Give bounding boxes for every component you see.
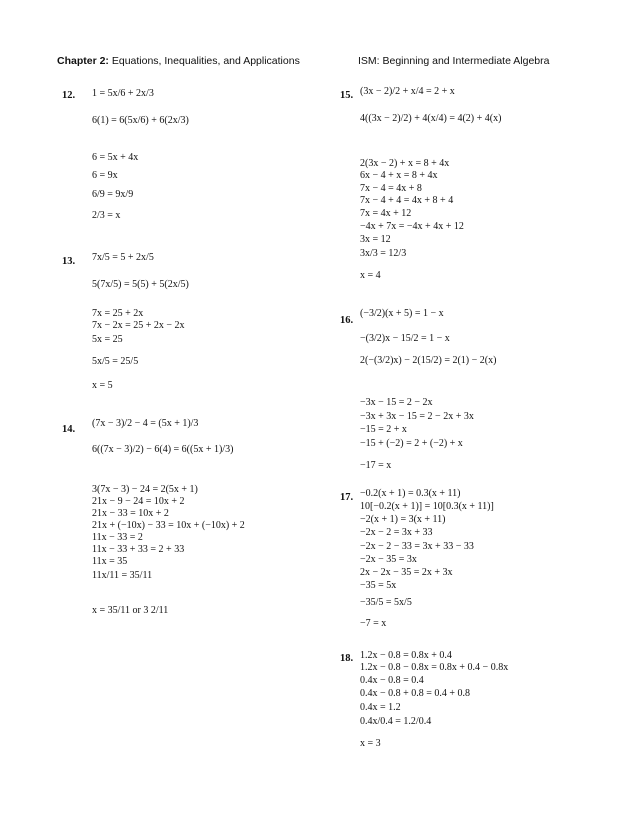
equation-step: x = 5 bbox=[92, 380, 113, 391]
problem-number: 12. bbox=[62, 90, 76, 101]
equation-step: 2/3 = x bbox=[92, 210, 121, 221]
equation-step: −7 = x bbox=[360, 618, 387, 629]
problem-number: 18. bbox=[340, 653, 354, 664]
equation-step: 3x = 12 bbox=[360, 234, 391, 245]
equation-step: 7x − 4 + 4 = 4x + 8 + 4 bbox=[360, 195, 454, 206]
equation-step: 1 = 5x/6 + 2x/3 bbox=[92, 88, 154, 99]
equation-step: x = 3 bbox=[360, 738, 381, 749]
equation-step: 11x − 33 + 33 = 2 + 33 bbox=[92, 544, 185, 555]
equation-step: 11x = 35 bbox=[92, 556, 128, 567]
equation-step: 11x/11 = 35/11 bbox=[92, 570, 153, 581]
equation-step: 0.4x = 1.2 bbox=[360, 702, 401, 713]
equation-step: −0.2(x + 1) = 0.3(x + 11) bbox=[360, 488, 461, 499]
equation-step: −15 + (−2) = 2 + (−2) + x bbox=[360, 438, 463, 449]
equation-step: −2x − 35 = 3x bbox=[360, 554, 417, 565]
equation-step: −2x − 2 = 3x + 33 bbox=[360, 527, 433, 538]
equation-step: 7x − 4 = 4x + 8 bbox=[360, 183, 422, 194]
equation-step: 0.4x − 0.8 + 0.8 = 0.4 + 0.8 bbox=[360, 688, 471, 699]
equation-step: x = 35/11 or 3 2/11 bbox=[92, 605, 169, 616]
equation-step: 6(1) = 6(5x/6) + 6(2x/3) bbox=[92, 115, 189, 126]
equation-step: 5x = 25 bbox=[92, 334, 123, 345]
problem-number: 13. bbox=[62, 256, 76, 267]
equation-step: 2(−(3/2)x) − 2(15/2) = 2(1) − 2(x) bbox=[360, 355, 497, 366]
equation-step: 3(7x − 3) − 24 = 2(5x + 1) bbox=[92, 484, 198, 495]
equation-step: 21x + (−10x) − 33 = 10x + (−10x) + 2 bbox=[92, 520, 245, 531]
equation-step: 1.2x − 0.8 − 0.8x = 0.8x + 0.4 − 0.8x bbox=[360, 662, 509, 673]
equation-step: −4x + 7x = −4x + 4x + 12 bbox=[360, 221, 464, 232]
equation-step: 5x/5 = 25/5 bbox=[92, 356, 139, 367]
equation-step: 6x − 4 + x = 8 + 4x bbox=[360, 170, 438, 181]
equation-step: 11x − 33 = 2 bbox=[92, 532, 143, 543]
equation-step: 6((7x − 3)/2) − 6(4) = 6((5x + 1)/3) bbox=[92, 444, 234, 455]
equation-step: 2(3x − 2) + x = 8 + 4x bbox=[360, 158, 450, 169]
equation-step: 1.2x − 0.8 = 0.8x + 0.4 bbox=[360, 650, 452, 661]
equation-step: 21x − 33 = 10x + 2 bbox=[92, 508, 169, 519]
equation-step: 6 = 5x + 4x bbox=[92, 152, 139, 163]
equation-step: −(3/2)x − 15/2 = 1 − x bbox=[360, 333, 450, 344]
equation-step: 10[−0.2(x + 1)] = 10[0.3(x + 11)] bbox=[360, 501, 494, 512]
equation-step: 0.4x − 0.8 = 0.4 bbox=[360, 675, 424, 686]
equation-step: 0.4x/0.4 = 1.2/0.4 bbox=[360, 716, 432, 727]
equation-step: x = 4 bbox=[360, 270, 381, 281]
equation-step: −2x − 2 − 33 = 3x + 33 − 33 bbox=[360, 541, 474, 552]
equation-step: 3x/3 = 12/3 bbox=[360, 248, 407, 259]
equation-step: 7x/5 = 5 + 2x/5 bbox=[92, 252, 154, 263]
equation-step: (3x − 2)/2 + x/4 = 2 + x bbox=[360, 86, 455, 97]
equation-step: 5(7x/5) = 5(5) + 5(2x/5) bbox=[92, 279, 189, 290]
header-chapter-title: Chapter 2: Equations, Inequalities, and Applications bbox=[57, 55, 300, 67]
equation-step: 7x = 4x + 12 bbox=[360, 208, 412, 219]
equation-step: 4((3x − 2)/2) + 4(x/4) = 4(2) + 4(x) bbox=[360, 113, 502, 124]
equation-step: 21x − 9 − 24 = 10x + 2 bbox=[92, 496, 185, 507]
equation-step: −35/5 = 5x/5 bbox=[360, 597, 412, 608]
equation-step: −3x + 3x − 15 = 2 − 2x + 3x bbox=[360, 411, 474, 422]
problem-number: 16. bbox=[340, 315, 354, 326]
equation-step: (7x − 3)/2 − 4 = (5x + 1)/3 bbox=[92, 418, 199, 429]
problem-number: 17. bbox=[340, 492, 354, 503]
equation-step: 6 = 9x bbox=[92, 170, 118, 181]
problem-number: 14. bbox=[62, 424, 76, 435]
equation-step: 7x − 2x = 25 + 2x − 2x bbox=[92, 320, 185, 331]
equation-step: −17 = x bbox=[360, 460, 392, 471]
equation-step: 6/9 = 9x/9 bbox=[92, 189, 134, 200]
problem-number: 15. bbox=[340, 90, 354, 101]
equation-step: (−3/2)(x + 5) = 1 − x bbox=[360, 308, 444, 319]
equation-step: −35 = 5x bbox=[360, 580, 397, 591]
equation-step: −3x − 15 = 2 − 2x bbox=[360, 397, 433, 408]
equation-step: 7x = 25 + 2x bbox=[92, 308, 144, 319]
equation-step: −2(x + 1) = 3(x + 11) bbox=[360, 514, 446, 525]
equation-step: −15 = 2 + x bbox=[360, 424, 407, 435]
equation-step: 2x − 2x − 35 = 2x + 3x bbox=[360, 567, 453, 578]
header-book-title: ISM: Beginning and Intermediate Algebra bbox=[358, 55, 550, 67]
